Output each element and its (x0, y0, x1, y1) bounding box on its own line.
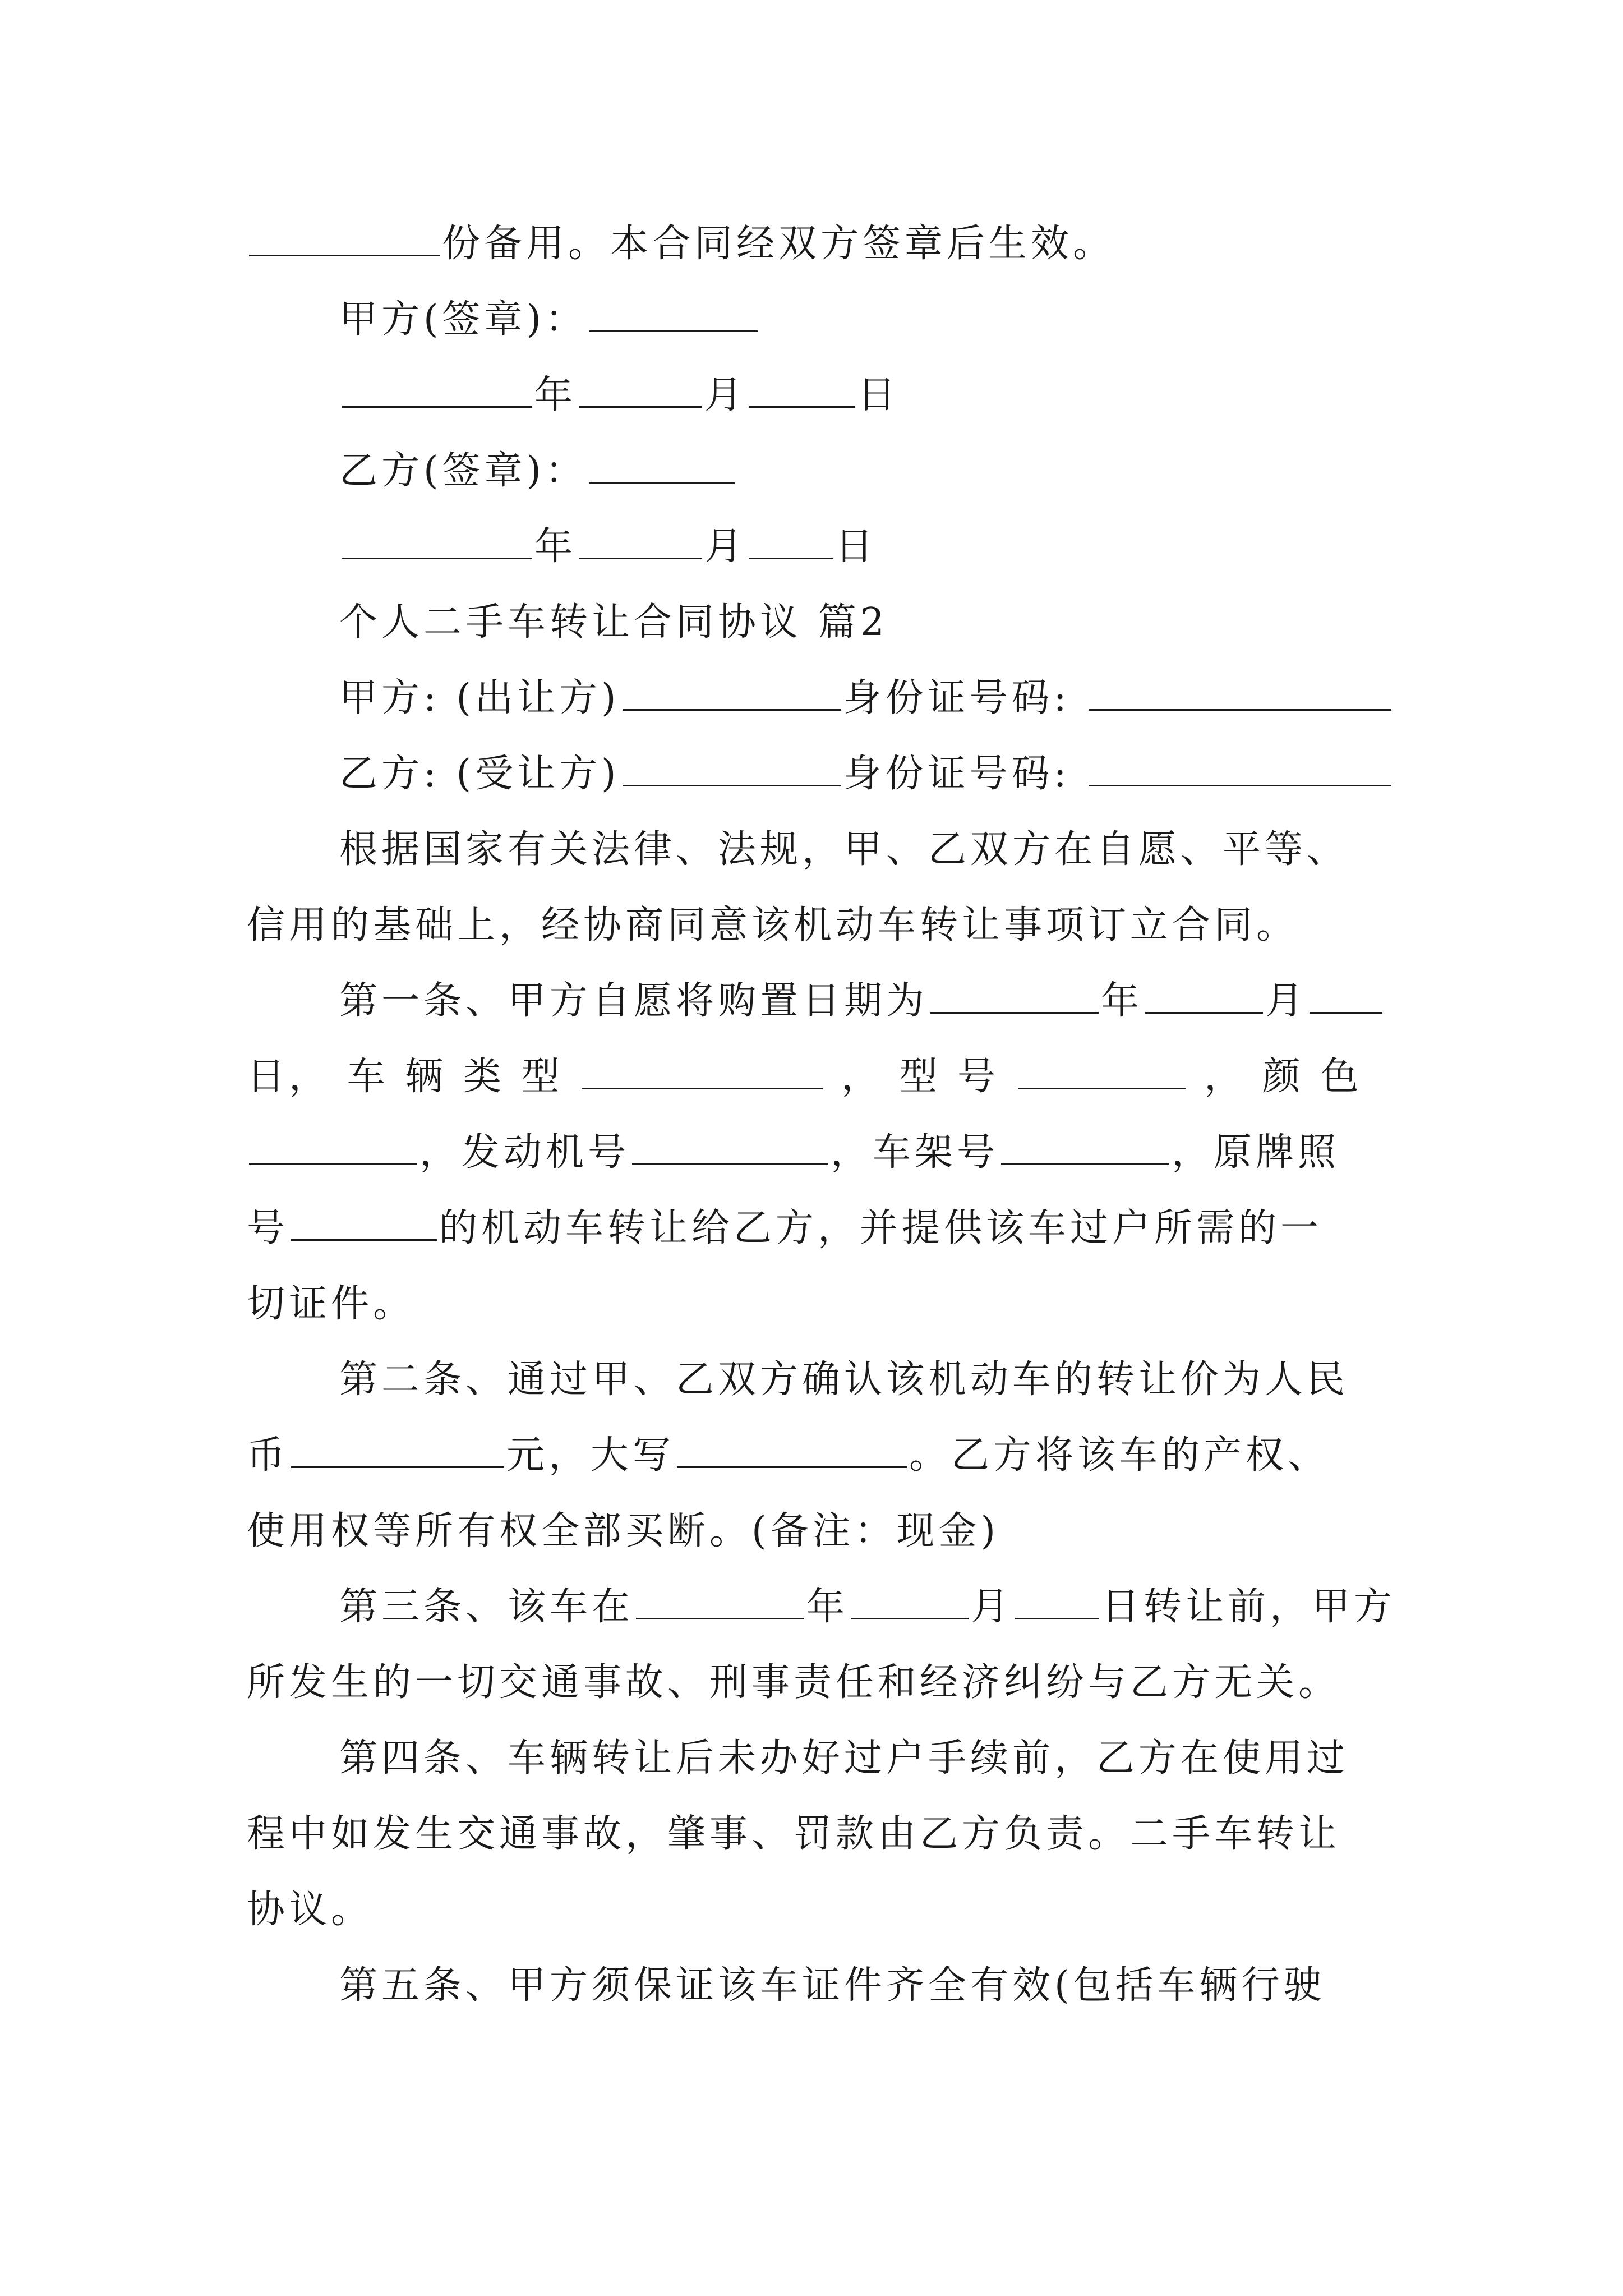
line-text: 切证件。 (247, 1282, 416, 1326)
fill-in-blank (1089, 674, 1391, 711)
line-text: 乙方(签章)： (339, 449, 588, 493)
line-text: 乙方: (受让方) (339, 752, 620, 796)
text-line (247, 895, 1298, 956)
fill-in-blank (851, 1583, 969, 1619)
line-text: ， 型 号 (825, 1055, 1016, 1099)
line-text: 身份证号码: (843, 676, 1087, 720)
text-line (339, 289, 760, 351)
text-line (247, 213, 1115, 275)
line-text: 份备用。本合同经双方签章后生效。 (442, 222, 1115, 266)
section-title (339, 592, 888, 654)
line-text: 第二条、通过甲、乙双方确认该机动车的转让价为人民 (339, 1358, 1349, 1402)
text-line (247, 1046, 1362, 1108)
text-line (247, 1501, 999, 1562)
fill-in-blank (582, 1053, 823, 1089)
text-line (247, 1879, 373, 1941)
line-text: 第四条、车辆转让后未办好过户手续前，乙方在使用过 (339, 1736, 1349, 1780)
text-line (339, 516, 877, 578)
text-line (339, 1728, 1349, 1789)
text-line (339, 743, 1394, 805)
line-text: 所发生的一切交通事故、刑事责任和经济纠纷与乙方无关。 (247, 1660, 1341, 1705)
text-line (339, 970, 1385, 1032)
line-text: 日 (835, 524, 878, 569)
fill-in-blank (677, 1432, 907, 1468)
text-line (339, 1955, 1326, 2017)
text-line (339, 668, 1394, 729)
line-text: 币 (247, 1433, 289, 1478)
text-line (247, 1803, 1340, 1865)
fill-in-blank (623, 750, 841, 786)
line-text: 的机动车转让给乙方，并提供该车过户所需的一 (439, 1206, 1323, 1250)
fill-in-blank (930, 977, 1099, 1014)
fill-in-blank (1018, 1053, 1186, 1089)
line-text: 根据国家有关法律、法规，甲、乙双方在自愿、平等、 (339, 827, 1349, 872)
fill-in-blank (579, 523, 702, 559)
fill-in-blank (636, 1583, 804, 1619)
line-text: 。乙方将该车的产权、 (909, 1433, 1330, 1478)
fill-in-blank (291, 1432, 504, 1468)
line-text: 年 (534, 524, 577, 569)
line-text: 月 (704, 524, 747, 569)
fill-in-blank (249, 1129, 417, 1165)
text-line (247, 1198, 1322, 1259)
line-text: 第五条、甲方须保证该车证件齐全有效(包括车辆行驶 (339, 1963, 1326, 2008)
fill-in-blank (579, 371, 702, 408)
fill-in-blank (749, 371, 855, 408)
line-text: 月 (1265, 979, 1308, 1023)
fill-in-blank (632, 1129, 828, 1165)
line-text: 第一条、甲方自愿将购置日期为 (339, 979, 929, 1023)
line-text: 甲方(签章)： (339, 297, 588, 342)
text-line (339, 819, 1349, 881)
line-text: 甲方: (出让方) (339, 676, 620, 720)
line-text: 第三条、该车在 (339, 1585, 634, 1629)
line-text: ， 颜 色 (1188, 1055, 1363, 1099)
fill-in-blank (589, 296, 758, 332)
line-text: 日转让前，甲方 (1101, 1585, 1396, 1629)
text-line (339, 1349, 1349, 1411)
line-text: 元，大写 (506, 1433, 675, 1478)
line-text: ，原牌照 (1172, 1130, 1340, 1175)
fill-in-blank (1310, 977, 1382, 1014)
line-text: 信用的基础上，经协商同意该机动车转让事项订立合同。 (247, 903, 1299, 947)
text-line (247, 1425, 1330, 1487)
line-text: 号 (247, 1206, 289, 1250)
line-text: 月 (704, 373, 747, 417)
fill-in-blank (589, 447, 735, 484)
fill-in-blank (1089, 750, 1391, 786)
line-text: ，车架号 (831, 1130, 999, 1175)
text-line (247, 1273, 415, 1335)
text-line (339, 365, 900, 426)
fill-in-blank (1145, 977, 1263, 1014)
fill-in-blank (291, 1204, 437, 1241)
fill-in-blank (749, 523, 833, 559)
line-text: 身份证号码: (843, 752, 1087, 796)
line-text: 使用权等所有权全部买断。(备注：现金) (247, 1509, 1000, 1553)
line-text: 程中如发生交通事故，肇事、罚款由乙方负责。二手车转让 (247, 1812, 1341, 1856)
line-text: 年 (534, 373, 577, 417)
line-text: 日 (857, 373, 900, 417)
line-text: 月 (971, 1585, 1013, 1629)
fill-in-blank (623, 674, 841, 711)
line-text: 协议。 (247, 1888, 374, 1932)
line-text: 年 (1101, 979, 1144, 1023)
text-line (339, 440, 737, 502)
line-text: 个人二手车转让合同协议 篇2 (339, 600, 888, 645)
fill-in-blank (1001, 1129, 1169, 1165)
fill-in-blank (249, 220, 440, 256)
fill-in-blank (342, 371, 532, 408)
line-text: 年 (806, 1585, 849, 1629)
fill-in-blank (1015, 1583, 1099, 1619)
line-text: ，发动机号 (419, 1130, 630, 1175)
text-line (339, 1576, 1396, 1638)
text-line (247, 1122, 1340, 1184)
fill-in-blank (342, 523, 532, 559)
line-text: 日， 车 辆 类 型 (247, 1055, 580, 1099)
text-line (247, 1652, 1340, 1714)
